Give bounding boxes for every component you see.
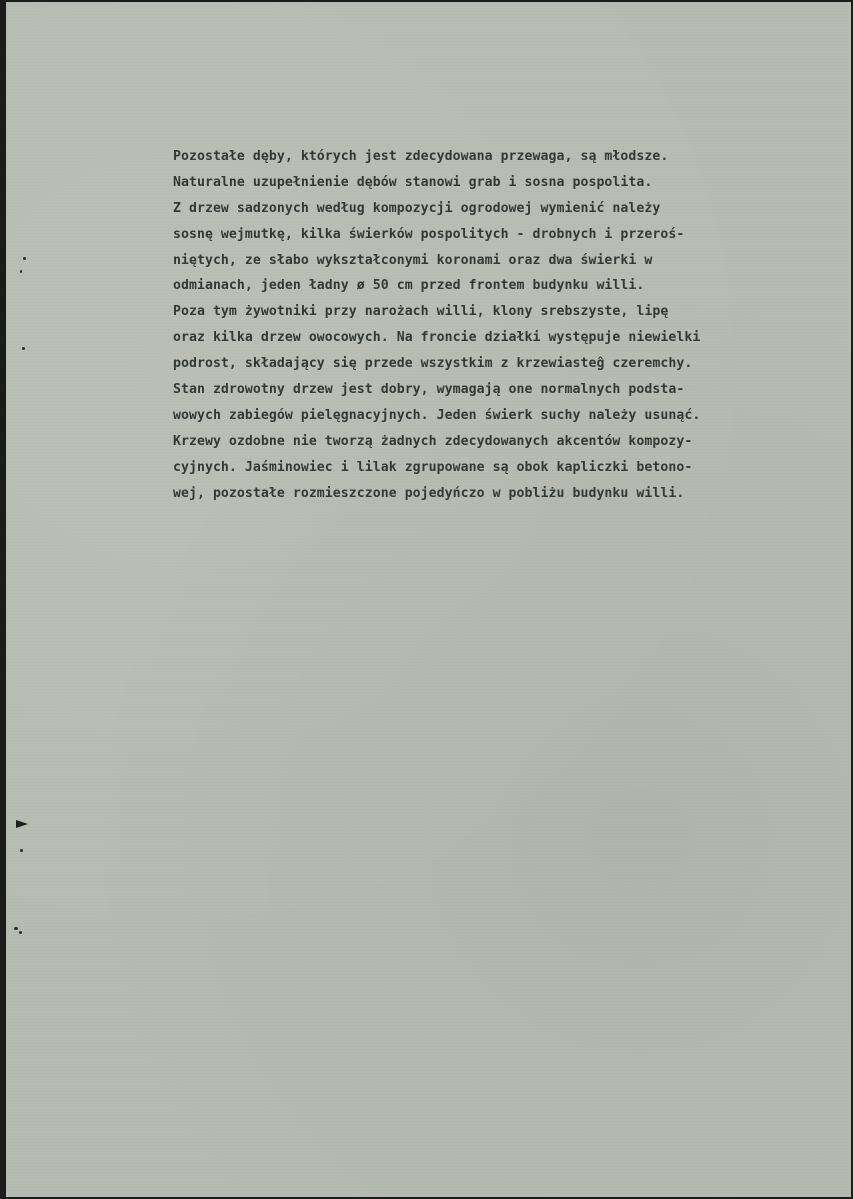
- text-line: sosnę wejmutkę, kilka świerków pospolitych - drobnych i przeroś-: [173, 226, 685, 242]
- text-line: Naturalne uzupełnienie dębów stanowi grab i sosna pospolita.: [173, 174, 653, 190]
- margin-mark-dot: [22, 347, 25, 350]
- text-line: cyjnych. Jaśminowiec i lilak zgrupowane są obok kapliczki betono-: [173, 459, 693, 475]
- margin-mark-dot: [19, 931, 22, 934]
- text-line: Z drzew sadzonych według kompozycji ogrodowej wymienić należy: [173, 200, 661, 216]
- text-line: Krzewy ozdobne nie tworzą żadnych zdecydowanych akcentów kompozy-: [173, 433, 693, 449]
- margin-mark-dot: [23, 257, 26, 260]
- text-line: odmianach, jeden ładny ø 50 cm przed frontem budynku willi.: [173, 278, 645, 294]
- typed-paragraph: [173, 144, 851, 506]
- text-line: Poza tym żywotniki przy narożach willi, klony srebszyste, lipę: [173, 304, 669, 320]
- text-line: podrost, składający się przede wszystkim z krzewiasteĝ czeremchy.: [173, 356, 693, 372]
- text-line: niętych, ze słabo wykształconymi koronami oraz dwa świerki w: [173, 252, 653, 268]
- document-page: [6, 2, 851, 1197]
- text-line: oraz kilka drzew owocowych. Na froncie działki występuje niewielki: [173, 330, 701, 346]
- text-line: wej, pozostałe rozmieszczone pojedyńczo w pobliżu budynku willi.: [173, 485, 685, 501]
- text-line: Pozostałe dęby, których jest zdecydowana przewaga, są młodsze.: [173, 149, 669, 164]
- margin-mark-dot: [20, 270, 22, 273]
- text-line: wowych zabiegów pielęgnacyjnych. Jeden świerk suchy należy usunąć.: [173, 407, 701, 423]
- margin-mark-dot: [20, 849, 23, 852]
- margin-mark-dot: [14, 927, 18, 930]
- margin-arrow-mark: [16, 820, 28, 828]
- text-line: Stan zdrowotny drzew jest dobry, wymagają one normalnych podsta-: [173, 382, 685, 398]
